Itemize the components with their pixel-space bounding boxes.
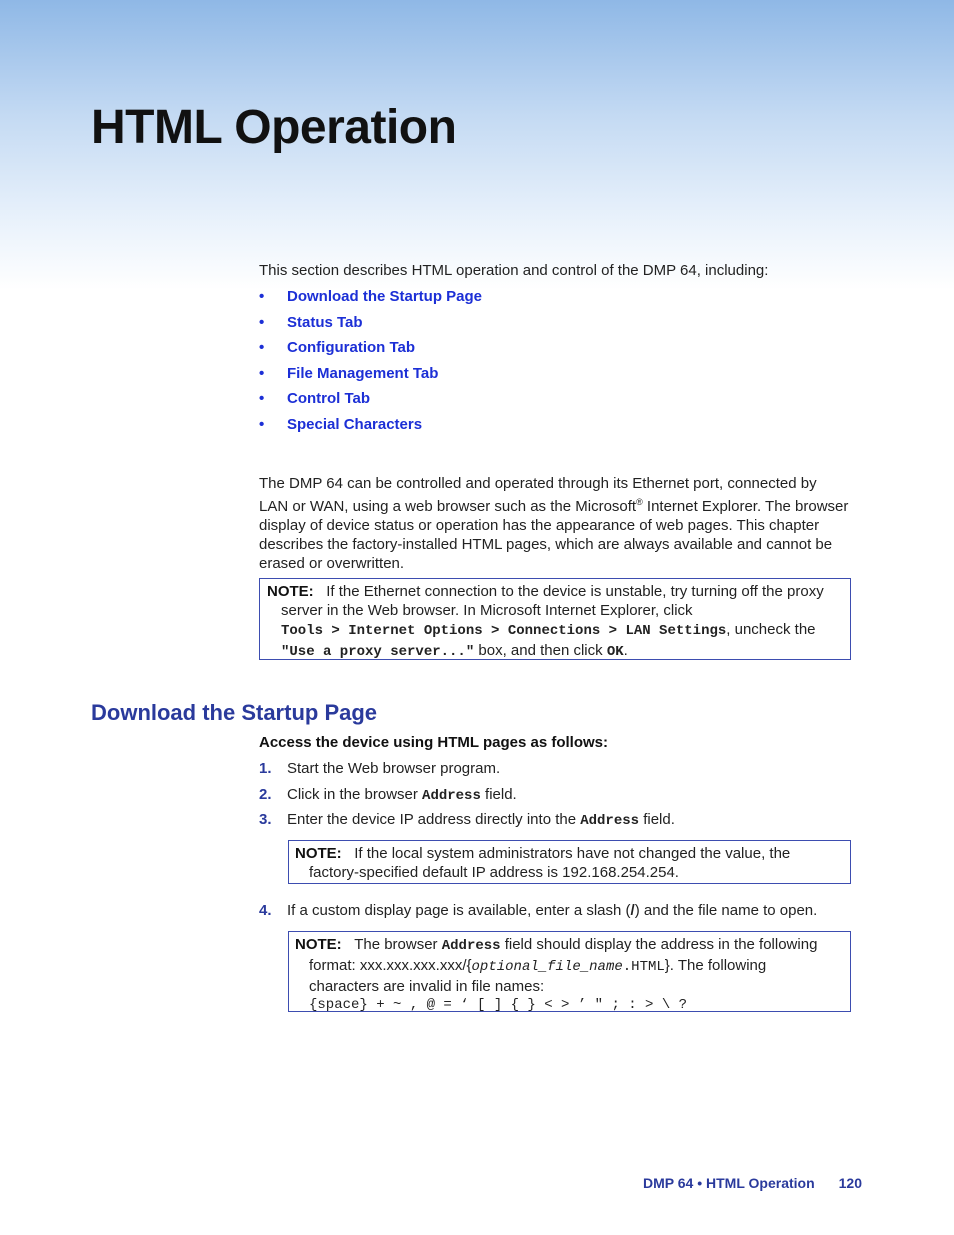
toc-item-file-management[interactable] bbox=[259, 364, 482, 390]
registered-mark: ® bbox=[636, 497, 643, 507]
bullet: • bbox=[259, 288, 265, 305]
toc-item-configuration[interactable] bbox=[259, 338, 482, 364]
html-extension: .HTML bbox=[622, 959, 665, 975]
bullet: • bbox=[259, 390, 265, 408]
note-label: NOTE: bbox=[295, 845, 342, 862]
paragraph-line: display of device status or operation has the appearance of web pages. This chapter bbox=[259, 517, 820, 534]
toc-link[interactable]: Status Tab bbox=[287, 313, 363, 331]
note-text: format: xxx.xxx.xxx.xxx/{ bbox=[309, 957, 472, 974]
step-number: 4. bbox=[259, 902, 272, 919]
note-line bbox=[295, 935, 844, 956]
step-number: 2. bbox=[259, 786, 272, 803]
paragraph-line: The DMP 64 can be controlled and operated through its Ethernet port, connected by bbox=[259, 475, 817, 492]
note-text: box, and then click bbox=[474, 642, 607, 659]
optional-file-name: optional_file_name bbox=[471, 959, 623, 975]
footer-doc-title: DMP 64 • HTML Operation bbox=[643, 1175, 815, 1191]
note-line bbox=[267, 620, 843, 641]
toc-item-download[interactable] bbox=[259, 287, 482, 313]
paragraph-text: Internet Explorer. The browser bbox=[642, 498, 849, 515]
step-text-part: field. bbox=[480, 786, 517, 803]
note-proxy bbox=[259, 578, 851, 660]
note-text: }. The following bbox=[664, 957, 767, 974]
section-lead: Access the device using HTML pages as follows: bbox=[259, 734, 608, 751]
page-footer bbox=[643, 1175, 862, 1191]
step-text-part: field. bbox=[639, 811, 675, 828]
note-text: server in the Web browser. In Microsoft Internet Explorer, click bbox=[281, 602, 693, 619]
step-text-part: Enter the device IP address directly into the bbox=[287, 811, 581, 828]
step-text-part: Click in the browser bbox=[287, 786, 423, 803]
paragraph-text: LAN or WAN, using a web browser such as the Microsoft bbox=[259, 498, 637, 515]
note-text: factory-specified default IP address is 192.168.254.254. bbox=[309, 864, 679, 881]
toc-link[interactable]: Download the Startup Page bbox=[287, 288, 483, 305]
toc-link[interactable]: File Management Tab bbox=[287, 364, 439, 382]
bullet: • bbox=[259, 415, 265, 433]
page-number: 120 bbox=[838, 1175, 862, 1191]
note-line bbox=[295, 956, 844, 977]
bullet: • bbox=[259, 339, 265, 357]
step-text: Start the Web browser program. bbox=[287, 760, 501, 777]
address-field-name: Address bbox=[422, 788, 481, 804]
note-text: If the local system administrators have not changed the value, the bbox=[354, 845, 791, 862]
note-line bbox=[267, 641, 843, 662]
proxy-option: "Use a proxy server..." bbox=[281, 644, 475, 660]
address-field-name: Address bbox=[580, 813, 640, 829]
address-field-name: Address bbox=[441, 938, 501, 954]
slash-char: / bbox=[630, 902, 635, 919]
note-text: field should display the address in the following bbox=[500, 936, 818, 953]
toc-item-status[interactable] bbox=[259, 313, 482, 339]
note-text: , uncheck the bbox=[726, 621, 816, 638]
note-text: The browser bbox=[354, 936, 442, 953]
toc-list bbox=[259, 287, 482, 441]
paragraph-line: describes the factory-installed HTML pages, which are always available and cannot be bbox=[259, 536, 833, 553]
chapter-title: HTML Operation bbox=[91, 101, 457, 154]
intro-text: This section describes HTML operation and control of the DMP 64, including: bbox=[259, 262, 769, 279]
intro-paragraph bbox=[259, 474, 859, 573]
toc-item-special-characters[interactable] bbox=[259, 415, 482, 441]
step-text-part: If a custom display page is available, enter a slash ( bbox=[287, 902, 631, 919]
paragraph-line bbox=[259, 493, 859, 516]
bullet: • bbox=[259, 364, 265, 382]
note-line bbox=[295, 844, 844, 863]
note-default-ip bbox=[288, 840, 851, 884]
note-text: . bbox=[623, 642, 628, 659]
note-address-format bbox=[288, 931, 851, 1012]
toc-link[interactable]: Special Characters bbox=[287, 415, 423, 433]
step-number: 3. bbox=[259, 811, 272, 828]
step-number: 1. bbox=[259, 760, 272, 777]
step-text bbox=[287, 901, 817, 920]
toc-link[interactable]: Configuration Tab bbox=[287, 339, 416, 357]
toc-item-control[interactable] bbox=[259, 389, 482, 415]
note-label: NOTE: bbox=[267, 583, 314, 600]
step-text-part: ) and the file name to open. bbox=[634, 902, 818, 919]
note-text: If the Ethernet connection to the device is unstable, try turning off the proxy bbox=[326, 583, 824, 600]
note-label: NOTE: bbox=[295, 936, 342, 953]
menu-path: Tools > Internet Options > Connections > LAN Settings bbox=[281, 623, 727, 639]
bullet: • bbox=[259, 313, 265, 331]
paragraph-line: erased or overwritten. bbox=[259, 555, 405, 572]
step-text bbox=[287, 810, 675, 831]
step-text bbox=[287, 785, 517, 806]
ok-button-name: OK bbox=[606, 644, 624, 660]
section-heading: Download the Startup Page bbox=[91, 700, 378, 725]
toc-link[interactable]: Control Tab bbox=[287, 390, 371, 408]
invalid-characters: {space} + ~ , @ = ‘ [ ] { } < > ’ " ; : > \ ? bbox=[309, 997, 688, 1013]
note-line bbox=[267, 582, 843, 601]
note-text: characters are invalid in file names: bbox=[309, 978, 545, 995]
